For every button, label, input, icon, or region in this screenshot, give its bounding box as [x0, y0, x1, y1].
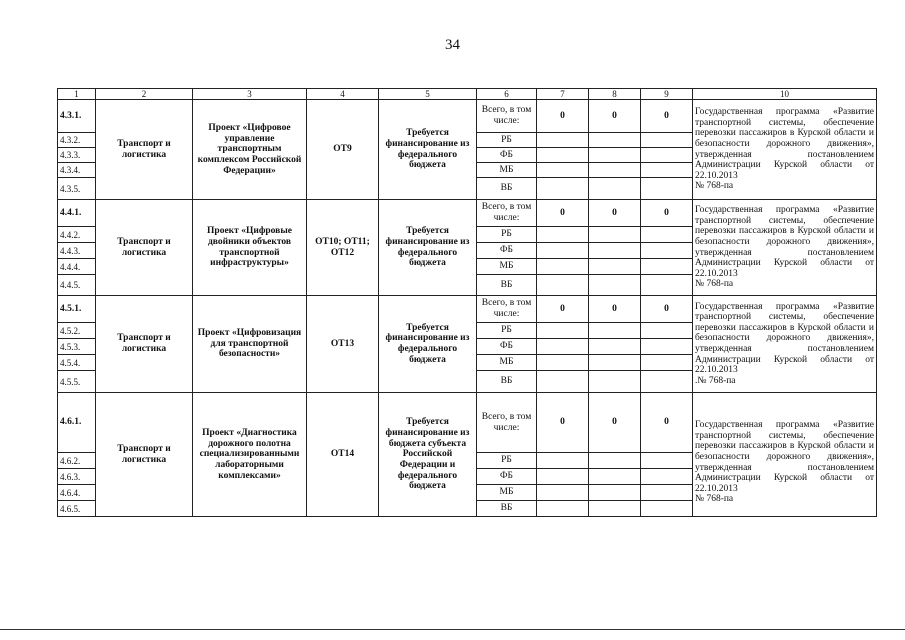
- funding-label: ФБ: [477, 243, 537, 259]
- value-cell: 0: [537, 100, 589, 133]
- value-cell: 0: [589, 393, 641, 453]
- financing-cell: Требуется финансирование из федерального бюджета: [379, 200, 477, 296]
- value-cell: [537, 485, 589, 501]
- financing-cell: Требуется финансирование из федерального бюджета: [379, 100, 477, 200]
- item-code: 4.5.4.: [58, 355, 96, 371]
- value-cell: [589, 275, 641, 296]
- value-cell: 0: [537, 393, 589, 453]
- item-code: 4.5.5.: [58, 371, 96, 393]
- funding-total-label: Всего, в том числе:: [477, 100, 537, 133]
- funding-total-label: Всего, в том числе:: [477, 296, 537, 323]
- value-cell: 0: [641, 296, 693, 323]
- item-code: 4.3.1.: [58, 100, 96, 133]
- funding-label: ФБ: [477, 148, 537, 163]
- value-cell: [589, 133, 641, 148]
- item-code: 4.4.2.: [58, 227, 96, 243]
- value-cell: [589, 163, 641, 178]
- value-cell: [641, 133, 693, 148]
- header-cell: 10: [693, 89, 877, 100]
- item-code: 4.5.2.: [58, 323, 96, 339]
- ot-cell: ОТ9: [307, 100, 379, 200]
- value-cell: [537, 323, 589, 339]
- value-cell: [641, 275, 693, 296]
- bottom-rule: [0, 629, 905, 630]
- value-cell: [641, 371, 693, 393]
- funding-label: ВБ: [477, 178, 537, 200]
- value-cell: [589, 259, 641, 275]
- value-cell: [537, 469, 589, 485]
- value-cell: [537, 339, 589, 355]
- item-code: 4.4.1.: [58, 200, 96, 227]
- header-cell: 9: [641, 89, 693, 100]
- ot-cell: ОТ10; ОТ11; ОТ12: [307, 200, 379, 296]
- value-cell: [589, 227, 641, 243]
- sector-cell: Транспорт и логистика: [96, 100, 193, 200]
- funding-label: РБ: [477, 227, 537, 243]
- program-number: .№ 768-па: [695, 375, 736, 386]
- header-cell: 2: [96, 89, 193, 100]
- value-cell: [641, 501, 693, 517]
- item-code: 4.3.2.: [58, 133, 96, 148]
- value-cell: [537, 163, 589, 178]
- header-cell: 4: [307, 89, 379, 100]
- value-cell: [589, 355, 641, 371]
- value-cell: 0: [589, 296, 641, 323]
- value-cell: [537, 259, 589, 275]
- value-cell: [641, 323, 693, 339]
- value-cell: 0: [641, 393, 693, 453]
- value-cell: [641, 485, 693, 501]
- financing-cell: Требуется финансирование из бюджета субъекта Российской Федерации и федерального бюджета: [379, 393, 477, 517]
- value-cell: [589, 339, 641, 355]
- funding-label: МБ: [477, 355, 537, 371]
- program-text: Государственная программа «Развитие транспортной системы, обеспечение перевозки пассажиров в Курской области и безопасности дорожного движения», утвержденная постановлением Администрации Курской области от 22.10.2013: [695, 301, 874, 376]
- funding-label: РБ: [477, 133, 537, 148]
- value-cell: [641, 453, 693, 469]
- project-cell: Проект «Цифровизация для транспортной безопасности»: [193, 296, 307, 393]
- value-cell: [589, 485, 641, 501]
- program-cell: [693, 200, 877, 296]
- funding-total-label: Всего, в том числе:: [477, 200, 537, 227]
- value-cell: [589, 501, 641, 517]
- program-text: Государственная программа «Развитие транспортной системы, обеспечение перевозки пассажиров в Курской области и безопасности дорожного движения», утвержденная постановлением Администрации Курской области от 22.10.2013: [695, 205, 874, 279]
- item-code: 4.4.4.: [58, 259, 96, 275]
- funding-label: РБ: [477, 323, 537, 339]
- value-cell: [537, 133, 589, 148]
- value-cell: [537, 178, 589, 200]
- value-cell: 0: [537, 296, 589, 323]
- table-row: [58, 200, 877, 227]
- funding-total-label: Всего, в том числе:: [477, 393, 537, 453]
- value-cell: [641, 355, 693, 371]
- project-cell: Проект «Диагностика дорожного полотна специализированными лабораторными комплексами»: [193, 393, 307, 517]
- value-cell: [537, 243, 589, 259]
- program-number: № 768-па: [695, 494, 734, 505]
- value-cell: [641, 243, 693, 259]
- funding-label: ВБ: [477, 501, 537, 517]
- value-cell: [589, 453, 641, 469]
- item-code: 4.3.4.: [58, 163, 96, 178]
- funding-label: РБ: [477, 453, 537, 469]
- funding-label: ФБ: [477, 339, 537, 355]
- item-code: 4.6.4.: [58, 485, 96, 501]
- sector-cell: Транспорт и логистика: [96, 200, 193, 296]
- ot-cell: ОТ14: [307, 393, 379, 517]
- project-cell: Проект «Цифровые двойники объектов транспортной инфраструктуры»: [193, 200, 307, 296]
- value-cell: [641, 469, 693, 485]
- table-row: [58, 393, 877, 453]
- value-cell: [589, 469, 641, 485]
- header-cell: 8: [589, 89, 641, 100]
- value-cell: 0: [641, 100, 693, 133]
- value-cell: [589, 323, 641, 339]
- financing-cell: Требуется финансирование из федерального бюджета: [379, 296, 477, 393]
- value-cell: [537, 501, 589, 517]
- page-number: 34: [445, 37, 460, 53]
- item-code: 4.5.3.: [58, 339, 96, 355]
- funding-label: МБ: [477, 259, 537, 275]
- funding-label: ВБ: [477, 275, 537, 296]
- program-cell: [693, 393, 877, 517]
- value-cell: [589, 243, 641, 259]
- table-row: [58, 296, 877, 323]
- program-table: [57, 88, 877, 517]
- item-code: 4.4.5.: [58, 275, 96, 296]
- value-cell: [537, 227, 589, 243]
- item-code: 4.6.1.: [58, 393, 96, 453]
- value-cell: [537, 355, 589, 371]
- header-cell: 3: [193, 89, 307, 100]
- funding-label: МБ: [477, 485, 537, 501]
- header-cell: 1: [58, 89, 96, 100]
- ot-cell: ОТ13: [307, 296, 379, 393]
- item-code: 4.4.3.: [58, 243, 96, 259]
- value-cell: [589, 178, 641, 200]
- item-code: 4.6.5.: [58, 501, 96, 517]
- value-cell: [641, 339, 693, 355]
- funding-label: МБ: [477, 163, 537, 178]
- value-cell: 0: [589, 200, 641, 227]
- item-code: 4.3.5.: [58, 178, 96, 200]
- value-cell: [641, 163, 693, 178]
- value-cell: [641, 148, 693, 163]
- program-cell: [693, 100, 877, 200]
- value-cell: [537, 148, 589, 163]
- program-cell: [693, 296, 877, 393]
- value-cell: 0: [589, 100, 641, 133]
- value-cell: [537, 371, 589, 393]
- value-cell: [589, 371, 641, 393]
- program-number: № 768-па: [695, 181, 734, 192]
- value-cell: [537, 453, 589, 469]
- header-cell: 5: [379, 89, 477, 100]
- project-cell: Проект «Цифровое управление транспортным комплексом Российской Федерации»: [193, 100, 307, 200]
- header-row: [58, 89, 877, 100]
- program-text: Государственная программа «Развитие транспортной системы, обеспечение перевозки пассажиров в Курской области и безопасности дорожного движения», утвержденная постановлением Администрации Курской области от 22.10.2013: [695, 420, 874, 494]
- value-cell: 0: [641, 200, 693, 227]
- value-cell: [641, 178, 693, 200]
- funding-label: ФБ: [477, 469, 537, 485]
- funding-label: ВБ: [477, 371, 537, 393]
- program-number: № 768-па: [695, 279, 734, 290]
- program-text: Государственная программа «Развитие транспортной системы, обеспечение перевозки пассажиров в Курской области и безопасности дорожного движения», утвержденная постановлением Администрации Курской области от 22.10.2013: [695, 107, 874, 181]
- item-code: 4.3.3.: [58, 148, 96, 163]
- value-cell: [641, 259, 693, 275]
- value-cell: [641, 227, 693, 243]
- table-row: [58, 100, 877, 133]
- item-code: 4.6.3.: [58, 469, 96, 485]
- header-cell: 6: [477, 89, 537, 100]
- value-cell: [537, 275, 589, 296]
- sector-cell: Транспорт и логистика: [96, 296, 193, 393]
- value-cell: 0: [537, 200, 589, 227]
- value-cell: [589, 148, 641, 163]
- sector-cell: Транспорт и логистика: [96, 393, 193, 517]
- item-code: 4.6.2.: [58, 453, 96, 469]
- item-code: 4.5.1.: [58, 296, 96, 323]
- header-cell: 7: [537, 89, 589, 100]
